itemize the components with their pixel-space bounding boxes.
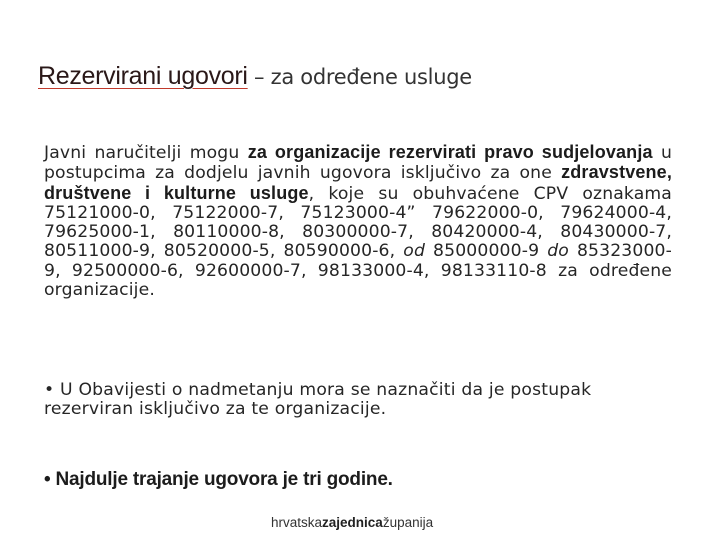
para-text-3: , koje su obuhvaćene CPV oznakama 75121000-0, 75122000-7, 75123000-4” 79622000-0, 79624000-4, 79625000-1, 80110000-8, 80300000-7, 80420000-4, 80430000-7, 80511000-9, 80520000-5, 80590000-6,	[44, 183, 672, 262]
bullet-duration: • Najdulje trajanje ugovora je tri godine.	[44, 469, 393, 490]
slide-title	[38, 60, 698, 93]
para-italic-do: do	[547, 241, 569, 262]
hzz-logo	[271, 512, 433, 538]
bullet-notice: • U Obavijesti o nadmetanju mora se naznačiti da je postupak rezerviran isključivo za te organizacije.	[44, 380, 592, 420]
title-rest: – za određene usluge	[247, 65, 472, 89]
para-text-1: Javni naručitelji mogu	[44, 143, 248, 163]
para-text-5: 85323000-9, 92500000-6, 92600000-7, 98133000-4, 98133110-8 za određene organizacije.	[44, 241, 672, 301]
para-bold-1: za organizacije rezervirati pravo sudjelovanja	[247, 142, 653, 162]
logo-part-3: županija	[382, 515, 434, 530]
logo-part-1: hrvatska	[271, 515, 323, 530]
logo-part-2: zajednica	[322, 515, 383, 530]
body-paragraph	[44, 143, 672, 300]
para-text-4: 85000000-9	[425, 241, 548, 262]
para-text-2: u postupcima za dodjelu javnih ugovora isključivo za one	[44, 143, 673, 184]
para-italic-od: od	[403, 241, 426, 262]
title-strong: Rezervirani ugovori	[38, 62, 248, 90]
para-bold-2: zdravstvene, društvene i kulturne usluge	[44, 162, 672, 203]
